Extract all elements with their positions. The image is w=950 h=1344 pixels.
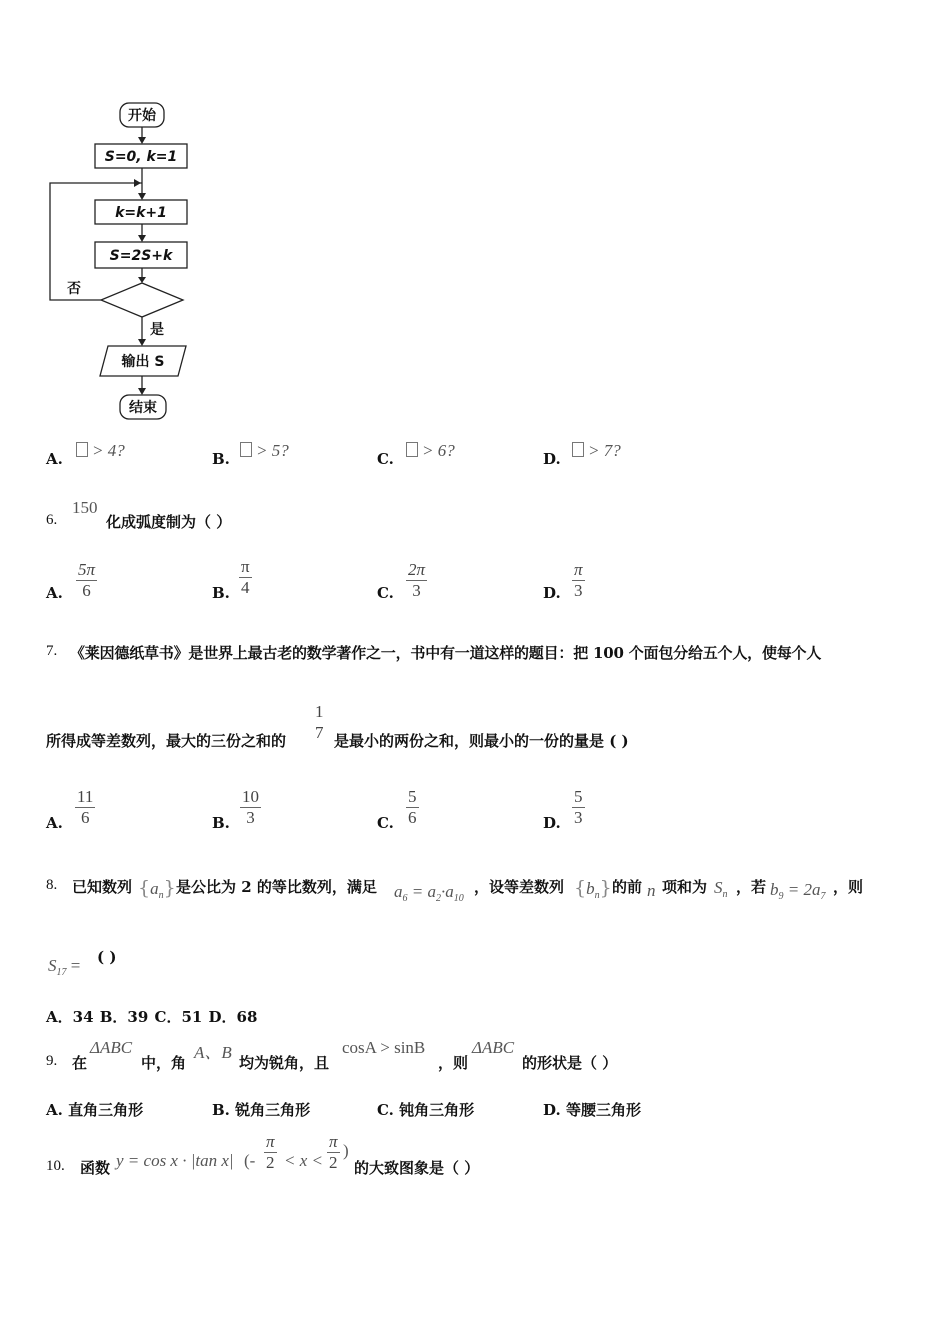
q5-option-d-label: D. xyxy=(543,450,561,468)
q8-text-5: 项和为 xyxy=(662,878,708,896)
q9-text-3: 均为锐角，且 xyxy=(239,1054,330,1072)
q8-answers: A．34 B．39 C．51 D．68 xyxy=(46,1008,258,1026)
flow-end-text: 结束 xyxy=(129,400,157,416)
q9-text-5: 的形状是（ ） xyxy=(522,1054,618,1072)
flow-yes-label: 是 xyxy=(150,322,164,338)
q8-n: n xyxy=(647,881,656,900)
q7-option-c-fraction: $\frac{5}{6}$ xyxy=(408,787,417,827)
q8-Sn: $S_n$ xyxy=(714,878,728,900)
flow-no-label: 否 xyxy=(67,281,81,297)
q9-text-1: 在 xyxy=(72,1054,88,1072)
q5-option-d-value: > 7? xyxy=(572,441,621,461)
q8-condition: $a_6 = a_2\cdot a_{10}$ xyxy=(394,882,464,904)
q7-option-a-fraction: $\frac{11}{6}$ xyxy=(77,787,94,827)
q5-option-c-value: > 6? xyxy=(406,441,455,461)
q6-option-b-label: B. xyxy=(212,584,230,602)
q8-seq-an: $\{a_n\}$ xyxy=(138,877,176,901)
q6-option-b-fraction: $\frac{\pi}{4}$ xyxy=(241,557,250,597)
q9-option-b: B. 锐角三角形 xyxy=(212,1101,311,1119)
q7-option-c-label: C. xyxy=(377,814,394,832)
q9-angles: A、B xyxy=(194,1043,232,1062)
q8-b9-condition: $b_9 = 2a_7$ xyxy=(770,880,826,902)
flow-step2-text: S=2S+k xyxy=(109,248,173,264)
q10-domain-start: (- xyxy=(244,1151,256,1170)
flowchart xyxy=(40,98,210,428)
flow-step1-text: k=k+1 xyxy=(115,205,167,221)
q5-option-a-label: A. xyxy=(46,450,63,468)
q9-text-4: ，则 xyxy=(438,1054,469,1072)
blank-box-icon xyxy=(406,442,418,457)
q8-S17: $S_{17}$ = xyxy=(48,956,81,978)
blank-box-icon xyxy=(240,442,252,457)
q7-number: 7. xyxy=(46,643,58,659)
q10-domain-frac-1: $\frac{\pi}{2}$ xyxy=(266,1132,275,1172)
q7-option-d-label: D. xyxy=(543,814,561,832)
q10-domain-frac-2: $\frac{\pi}{2}$ xyxy=(329,1132,338,1172)
q8-text-3: ，设等差数列 xyxy=(474,878,565,896)
flow-start-text: 开始 xyxy=(128,108,156,124)
q5-option-b-label: B. xyxy=(212,450,230,468)
q6-value: 150 xyxy=(72,498,98,517)
q6-option-c-label: C. xyxy=(377,584,394,602)
q9-triangle-2: ΔABC xyxy=(472,1038,515,1057)
q10-text-1: 函数 xyxy=(80,1159,111,1177)
q8-number: 8. xyxy=(46,877,58,893)
q8-text-2: 是公比为 2 的等比数列，满足 xyxy=(176,878,377,896)
q7-option-b-fraction: $\frac{10}{3}$ xyxy=(242,787,259,827)
q6-option-c-fraction: $\frac{2\pi}{3}$ xyxy=(408,560,426,600)
q8-text-8: ( ) xyxy=(97,948,117,966)
q9-option-d: D. 等腰三角形 xyxy=(543,1101,641,1119)
q8-text-4: 的前 xyxy=(612,878,643,896)
q9-text-2: 中，角 xyxy=(141,1054,187,1072)
q7-line2-start: 所得成等差数列，最大的三份之和的 xyxy=(46,732,287,750)
q5-option-a-value: > 4? xyxy=(76,441,125,461)
q9-option-a: A. 直角三角形 xyxy=(46,1101,144,1119)
q9-triangle-1: ΔABC xyxy=(90,1038,133,1057)
q8-text-1: 已知数列 xyxy=(72,878,133,896)
q9-option-c: C. 钝角三角形 xyxy=(377,1101,475,1119)
q6-option-d-label: D. xyxy=(543,584,561,602)
q6-text: 化成弧度制为（ ） xyxy=(106,513,232,531)
q6-option-a-fraction: $\frac{5\pi}{6}$ xyxy=(78,560,96,600)
q7-option-d-fraction: $\frac{5}{3}$ xyxy=(574,787,583,827)
q9-number: 9. xyxy=(46,1053,58,1069)
q10-number: 10. xyxy=(46,1158,65,1174)
q7-line2-end: 是最小的两份之和，则最小的一份的量是 ( ) xyxy=(334,732,629,750)
q10-domain-end: ) xyxy=(343,1141,349,1160)
q5-option-c-label: C. xyxy=(377,450,394,468)
q6-option-d-fraction: $\frac{\pi}{3}$ xyxy=(574,560,583,600)
q7-option-b-label: B. xyxy=(212,814,230,832)
q9-inequality: cosA > sinB xyxy=(342,1038,426,1057)
q8-seq-bn: $\{b_n\}$ xyxy=(574,877,612,901)
blank-box-icon xyxy=(572,442,584,457)
q10-domain-mid: < x < xyxy=(284,1151,323,1170)
flow-decision-diamond xyxy=(101,283,183,317)
q6-option-a-label: A. xyxy=(46,584,63,602)
q10-function: y = cos x · |tan x| xyxy=(116,1151,234,1170)
blank-box-icon xyxy=(76,442,88,457)
q7-line1: 《莱因德纸草书》是世界上最古老的数学著作之一，书中有一道这样的题目：把 100 个面包分给五个人，使每个人 xyxy=(70,644,822,662)
q7-fraction: 1 7 xyxy=(315,702,324,742)
q5-option-b-value: > 5? xyxy=(240,441,289,461)
q8-text-7: ，则 xyxy=(833,878,864,896)
flow-init-text: S=0, k=1 xyxy=(104,149,178,165)
q8-text-6: ，若 xyxy=(736,878,767,896)
q7-option-a-label: A. xyxy=(46,814,63,832)
q10-text-2: 的大致图象是（ ） xyxy=(354,1159,480,1177)
flow-output-text: 输出 S xyxy=(121,354,165,370)
q6-number: 6. xyxy=(46,512,58,528)
